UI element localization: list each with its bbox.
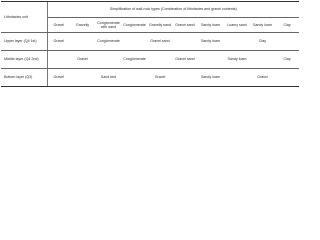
table-cell	[122, 33, 147, 51]
table-cell	[275, 69, 299, 87]
table-cell: Clay	[275, 51, 299, 69]
row-label: Upper layer (Q4 1st)	[1, 33, 47, 51]
table-cell	[197, 51, 224, 69]
column-header: Clay	[275, 18, 299, 33]
row-label: Bottom layer (Q3)	[1, 69, 47, 87]
table-row	[1, 51, 299, 69]
column-header: Gravelly	[70, 18, 95, 33]
column-header: Loamy sand	[224, 18, 250, 33]
table-cell	[70, 33, 95, 51]
table-cell: Clay	[250, 33, 275, 51]
table-cell	[70, 69, 95, 87]
table-cell: Gravel sand	[173, 51, 197, 69]
table-cell	[122, 69, 147, 87]
corner-header: Lithofacies unit	[1, 2, 47, 33]
header-row-group	[1, 2, 299, 18]
column-header: Gravel sand	[173, 18, 197, 33]
table-cell: Gravel	[147, 69, 173, 87]
table-cell: Gravel	[70, 51, 95, 69]
table-cell	[224, 33, 250, 51]
table-row	[1, 69, 299, 87]
column-header: Conglomerate	[122, 18, 147, 33]
group-header: Simplification of wall-rock types (Combination of lithofacies and gravel contents)	[47, 2, 299, 18]
table-cell	[250, 51, 275, 69]
table-cell: Gravel	[250, 69, 275, 87]
column-header: Conglomerate with sand	[95, 18, 122, 33]
table-cell: Gravel	[47, 69, 70, 87]
table-cell: Gravel	[47, 33, 70, 51]
column-header: Gravelly sand	[147, 18, 173, 33]
table-cell	[147, 51, 173, 69]
table-cell	[47, 51, 70, 69]
column-header: Sandy loam	[197, 18, 224, 33]
table-cell: Sandy loam	[197, 33, 224, 51]
table-cell: Conglomerate	[95, 33, 122, 51]
lithofacies-table-container	[0, 0, 300, 82]
table-cell	[275, 33, 299, 51]
table-cell	[173, 69, 197, 87]
table-cell: Conglomerate	[122, 51, 147, 69]
column-header: Gravel	[47, 18, 70, 33]
table-row	[1, 33, 299, 51]
table-cell: Sandy loam	[197, 69, 224, 87]
table-cell: Gravel sand	[147, 33, 173, 51]
table-cell	[95, 51, 122, 69]
row-label: Middle layer (Q4 2nd)	[1, 51, 47, 69]
table-cell: Sandy loam	[224, 51, 250, 69]
table-cell: Sand bed	[95, 69, 122, 87]
lithofacies-table	[1, 1, 299, 87]
column-header: Sandy loam	[250, 18, 275, 33]
table-cell	[173, 33, 197, 51]
table-cell	[224, 69, 250, 87]
